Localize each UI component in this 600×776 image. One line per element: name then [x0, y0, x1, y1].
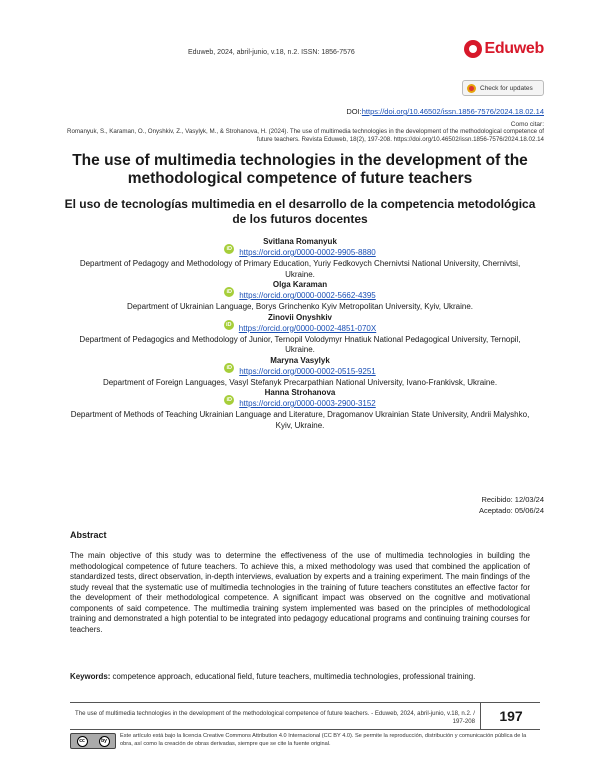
page-number: 197: [480, 703, 541, 729]
keywords-label: Keywords:: [70, 672, 111, 681]
author-affiliation: Department of Foreign Languages, Vasyl Stefanyk Precarpathian National University, Ivano-Frankivsk, Ukraine.: [102, 377, 498, 387]
keywords: [70, 672, 530, 683]
eduweb-logo[interactable]: [464, 39, 544, 59]
dates-block: [479, 494, 544, 516]
citation-label: Como citar:: [510, 121, 544, 128]
orcid-icon: iD: [224, 287, 234, 297]
check-for-updates-button[interactable]: [462, 80, 544, 96]
footer-divider: [70, 702, 540, 703]
keywords-text: competence approach, educational field, future teachers, multimedia technologies, professional training.: [110, 672, 476, 681]
crossmark-icon: [467, 84, 476, 93]
orcid-icon: iD: [224, 244, 234, 254]
author-name: Olga Karaman: [272, 280, 328, 289]
cc-by-badge[interactable]: [70, 733, 116, 749]
footer-running-title: The use of multimedia technologies in the development of the methodological competence of future teachers. - Eduweb, 2024, abril-junio, v.18, n.2. / 197-208: [75, 710, 475, 725]
journal-header: Eduweb, 2024, abril-junio, v.18, n.2. ISSN: 1856-7576: [188, 49, 355, 56]
attribution-icon: by: [99, 736, 110, 747]
received-date: Recibido: 12/03/24: [481, 495, 544, 504]
orcid-link[interactable]: https://orcid.org/0000-0002-4851-070X: [238, 323, 377, 333]
doi-link[interactable]: https://doi.org/10.46502/issn.1856-7576/2024.18.02.14: [361, 107, 544, 116]
paper-subtitle: El uso de tecnologías multimedia en el desarrollo de la competencia metodológica de los futuros docentes: [64, 197, 536, 226]
author: [70, 313, 530, 356]
doi-label: DOI:: [346, 107, 362, 116]
footer-divider: [70, 729, 540, 730]
orcid-icon: iD: [224, 363, 234, 373]
author: [70, 356, 530, 389]
author-affiliation: Department of Ukrainian Language, Borys Grinchenko Kyiv Metropolitan University, Kyiv, Ukraine.: [126, 302, 474, 311]
author-affiliation: Department of Pedagogy and Methodology of Primary Education, Yuriy Fedkovych Chernivtsi National University, Chernivtsi, Ukraine.: [79, 259, 521, 279]
author: [70, 388, 530, 431]
citation-text: Romanyuk, S., Karaman, O., Onyshkiv, Z., Vasylyk, M., & Strohanova, H. (2024). The use of multimedia technologies in the development of the methodological competence of future teachers. Revista Eduweb, 18(2), 197-208. https://doi.org/10.46502/issn.1856-7576/2024.18.02.14: [66, 128, 544, 144]
eduweb-logo-icon: [464, 40, 482, 58]
accepted-date: Aceptado: 05/06/24: [478, 506, 544, 515]
logo-text: Eduweb: [484, 40, 544, 57]
author-name: Svitlana Romanyuk: [263, 237, 337, 246]
orcid-link[interactable]: https://orcid.org/0000-0002-0515-9251: [239, 366, 376, 376]
author-affiliation: Department of Pedagogics and Methodology of Junior, Ternopil Volodymyr Hnatiuk National Pedagogical University, Ternopil, Ukraine.: [79, 334, 521, 354]
author: [70, 237, 530, 280]
license-text: Este artículo está bajo la licencia Creative Commons Attribution 4.0 Internacional (CC BY 4.0). Se permite la reproducción, distribución y comunicación pública de la obra, así como la creación de obras derivadas, siempre que se cite la fuente original.: [120, 733, 527, 747]
orcid-link[interactable]: https://orcid.org/0000-0002-5662-4395: [239, 291, 376, 300]
author-name: Hanna Strohanova: [264, 388, 336, 397]
author: [70, 280, 530, 313]
authors-block: [70, 237, 530, 431]
paper-title: The use of multimedia technologies in the development of the methodological competence of future teachers: [72, 152, 528, 187]
doi-line: [346, 107, 544, 116]
author-name: Zinovii Onyshkiv: [267, 312, 332, 322]
orcid-icon: iD: [224, 320, 234, 330]
author-name: Maryna Vasylyk: [270, 355, 330, 365]
orcid-icon: iD: [224, 395, 234, 405]
creative-commons-icon: cc: [77, 736, 88, 747]
abstract-text: The main objective of this study was to determine the effectiveness of the use of multimedia technologies in building the methodological competence of future teachers. To achieve this, a mixed methodology was used that combined the application of standardized tests, direct observation, in-depth interviews, evaluation by experts and a training experiment. The main findings of the study reveal that the systematic use of multimedia technologies in the training of future teachers constitutes an effective factor for the development of their methodological competence. A significant impact was observed on the cognitive and motivational components of said competence. The multimedia training system implemented was based on the principles of methodological training and demonstrated a high potential to be integrated into pedagogy educational programs and continuing training courses for teachers.: [70, 551, 530, 634]
check-updates-label: Check for updates: [480, 84, 533, 92]
author-affiliation: Department of Methods of Teaching Ukrainian Language and Literature, Dragomanov Ukrainian State University, Andrii Malyshko, Kyiv, Ukraine.: [70, 410, 530, 430]
orcid-link[interactable]: https://orcid.org/0000-0003-2900-3152: [239, 399, 376, 408]
orcid-link[interactable]: https://orcid.org/0000-0002-9905-8880: [239, 248, 376, 257]
abstract-heading: Abstract: [70, 530, 107, 540]
